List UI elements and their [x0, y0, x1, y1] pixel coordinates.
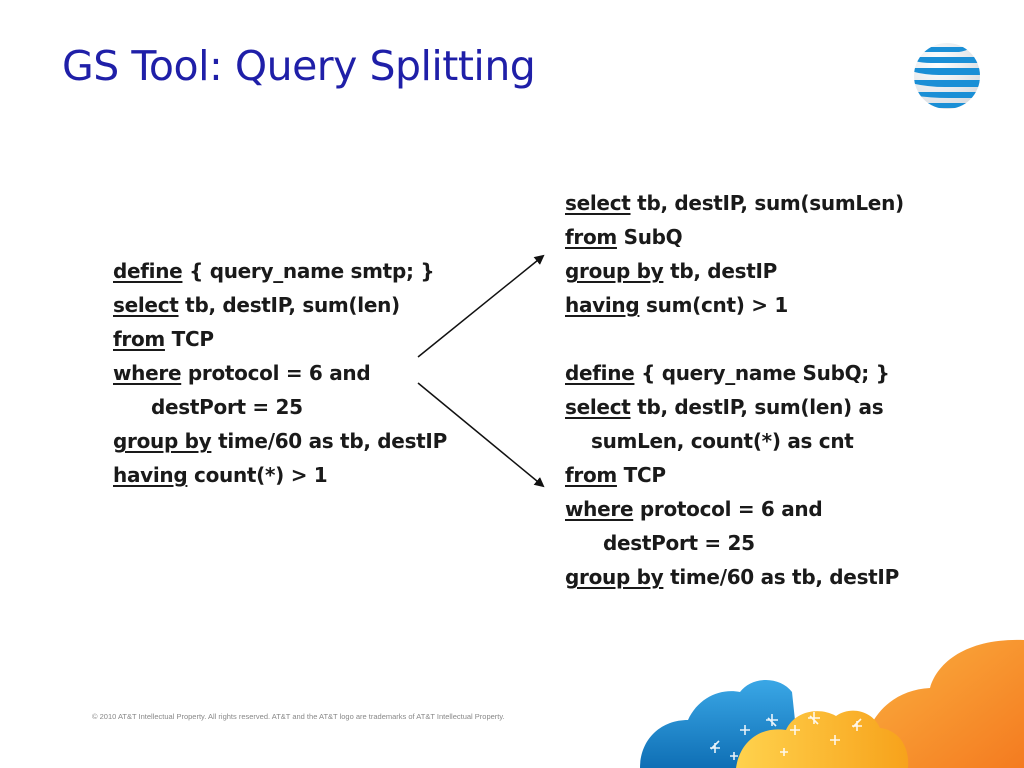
- code-text: sumLen, count(*) as cnt: [591, 429, 854, 453]
- keyword: from: [565, 463, 617, 487]
- slide-title: GS Tool: Query Splitting: [62, 42, 536, 90]
- code-text: tb, destIP: [663, 259, 777, 283]
- code-text: destPort = 25: [151, 395, 303, 419]
- copyright-footer: © 2010 AT&T Intellectual Property. All rights reserved. AT&T and the AT&T logo are trademarks of AT&T Intellectual Property.: [92, 712, 505, 721]
- blank-line: [565, 322, 904, 356]
- keyword: group by: [565, 565, 664, 589]
- keyword: select: [565, 395, 631, 419]
- code-text: SubQ: [616, 225, 683, 249]
- split-queries: [565, 186, 904, 594]
- code-text: tb, destIP, sum(sumLen): [630, 191, 904, 215]
- keyword: from: [113, 327, 165, 351]
- arrow-icon: [418, 383, 543, 486]
- code-line: [565, 390, 904, 424]
- keyword: having: [113, 463, 188, 487]
- code-text: tb, destIP, sum(len) as: [630, 395, 884, 419]
- code-text: tb, destIP, sum(len): [178, 293, 400, 317]
- code-line: [565, 356, 904, 390]
- code-line: [565, 220, 904, 254]
- code-text: { query_name SubQ; }: [634, 361, 890, 385]
- keyword: group by: [113, 429, 212, 453]
- code-text: time/60 as tb, destIP: [211, 429, 447, 453]
- keyword: select: [565, 191, 631, 215]
- code-line: [565, 526, 904, 560]
- code-text: TCP: [164, 327, 214, 351]
- code-text: sum(cnt) > 1: [639, 293, 788, 317]
- code-line: [565, 424, 904, 458]
- code-text: protocol = 6 and: [181, 361, 371, 385]
- keyword: having: [565, 293, 640, 317]
- code-text: destPort = 25: [603, 531, 755, 555]
- code-text: protocol = 6 and: [633, 497, 823, 521]
- code-line: [565, 492, 904, 526]
- cloud-decoration-icon: [640, 580, 1024, 768]
- code-text: count(*) > 1: [187, 463, 328, 487]
- keyword: where: [113, 361, 182, 385]
- code-line: [565, 186, 904, 220]
- code-line: [565, 254, 904, 288]
- keyword: where: [565, 497, 634, 521]
- keyword: select: [113, 293, 179, 317]
- keyword: from: [565, 225, 617, 249]
- arrow-icon: [418, 256, 543, 357]
- code-text: { query_name smtp; }: [182, 259, 435, 283]
- keyword: define: [565, 361, 635, 385]
- code-line: [565, 458, 904, 492]
- code-text: TCP: [616, 463, 666, 487]
- code-text: time/60 as tb, destIP: [663, 565, 899, 589]
- keyword: define: [113, 259, 183, 283]
- keyword: group by: [565, 259, 664, 283]
- code-line: [565, 288, 904, 322]
